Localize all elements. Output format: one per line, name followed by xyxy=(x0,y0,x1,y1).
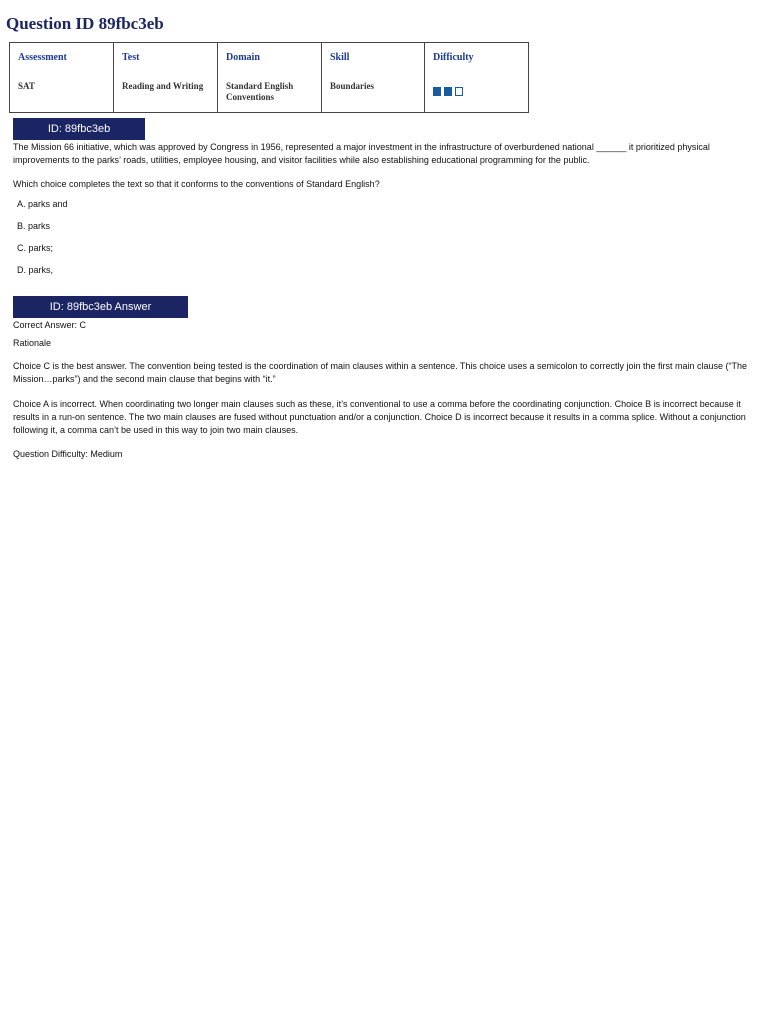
choice-d[interactable]: D. parks, xyxy=(17,265,54,275)
question-difficulty-text: Question Difficulty: Medium xyxy=(13,449,123,459)
meta-value-domain: Standard English Conventions xyxy=(226,81,294,102)
answer-id-banner: ID: 89fbc3eb Answer xyxy=(13,296,188,318)
meta-header-difficulty: Difficulty xyxy=(433,52,474,63)
meta-value-assessment: SAT xyxy=(18,81,35,91)
page-title: Question ID 89fbc3eb xyxy=(6,14,164,33)
meta-value-skill: Boundaries xyxy=(330,81,375,91)
difficulty-square-empty xyxy=(455,87,463,96)
choice-b[interactable]: B. parks xyxy=(17,221,51,231)
rationale-label: Rationale xyxy=(13,338,52,348)
rationale-paragraph-1: Choice C is the best answer. The convention being tested is the coordination of main clauses within a sentence. This choice uses a semicolon to correctly join the first main clause (“The Mission…parks”) and the second main clause that begins with “it.” xyxy=(13,361,748,384)
difficulty-indicator xyxy=(433,87,463,96)
meta-cell-skill xyxy=(322,43,425,113)
meta-cell-difficulty xyxy=(425,43,529,113)
meta-value-test: Reading and Writing xyxy=(122,81,204,91)
choice-a[interactable]: A. parks and xyxy=(17,199,68,209)
meta-cell-assessment xyxy=(10,43,114,113)
difficulty-square-filled xyxy=(444,87,452,96)
meta-cell-test xyxy=(114,43,218,113)
question-prompt: Which choice completes the text so that it conforms to the conventions of Standard English? xyxy=(13,179,380,189)
meta-header-skill: Skill xyxy=(330,52,350,63)
meta-cell-domain xyxy=(218,43,322,113)
question-passage: The Mission 66 initiative, which was approved by Congress in 1956, represented a major investment in the infrastructure of overburdened national ______ it prioritized physical improvements to the parks’ roads, utilities, employee housing, and visitor facilities while also establishing educational programming for the public. xyxy=(13,142,710,165)
meta-header-domain: Domain xyxy=(226,52,260,63)
difficulty-square-filled xyxy=(433,87,441,96)
choice-c[interactable]: C. parks; xyxy=(17,243,54,253)
rationale-paragraph-2: Choice A is incorrect. When coordinating two longer main clauses such as these, it’s conventional to use a comma before the coordinating conjunction. Choice B is incorrect because it results in a run-on sentence. The two main clauses are fused without punctuation and/or a conjunction. Choice D is incorrect because it results in a comma splice. Without a conjunction following it, a comma can’t be used in this way to join two main clauses. xyxy=(13,399,746,435)
correct-answer: Correct Answer: C xyxy=(13,320,87,330)
meta-header-assessment: Assessment xyxy=(18,52,67,63)
question-meta-table xyxy=(9,42,529,113)
meta-header-test: Test xyxy=(122,52,140,63)
question-id-banner: ID: 89fbc3eb xyxy=(13,118,145,140)
